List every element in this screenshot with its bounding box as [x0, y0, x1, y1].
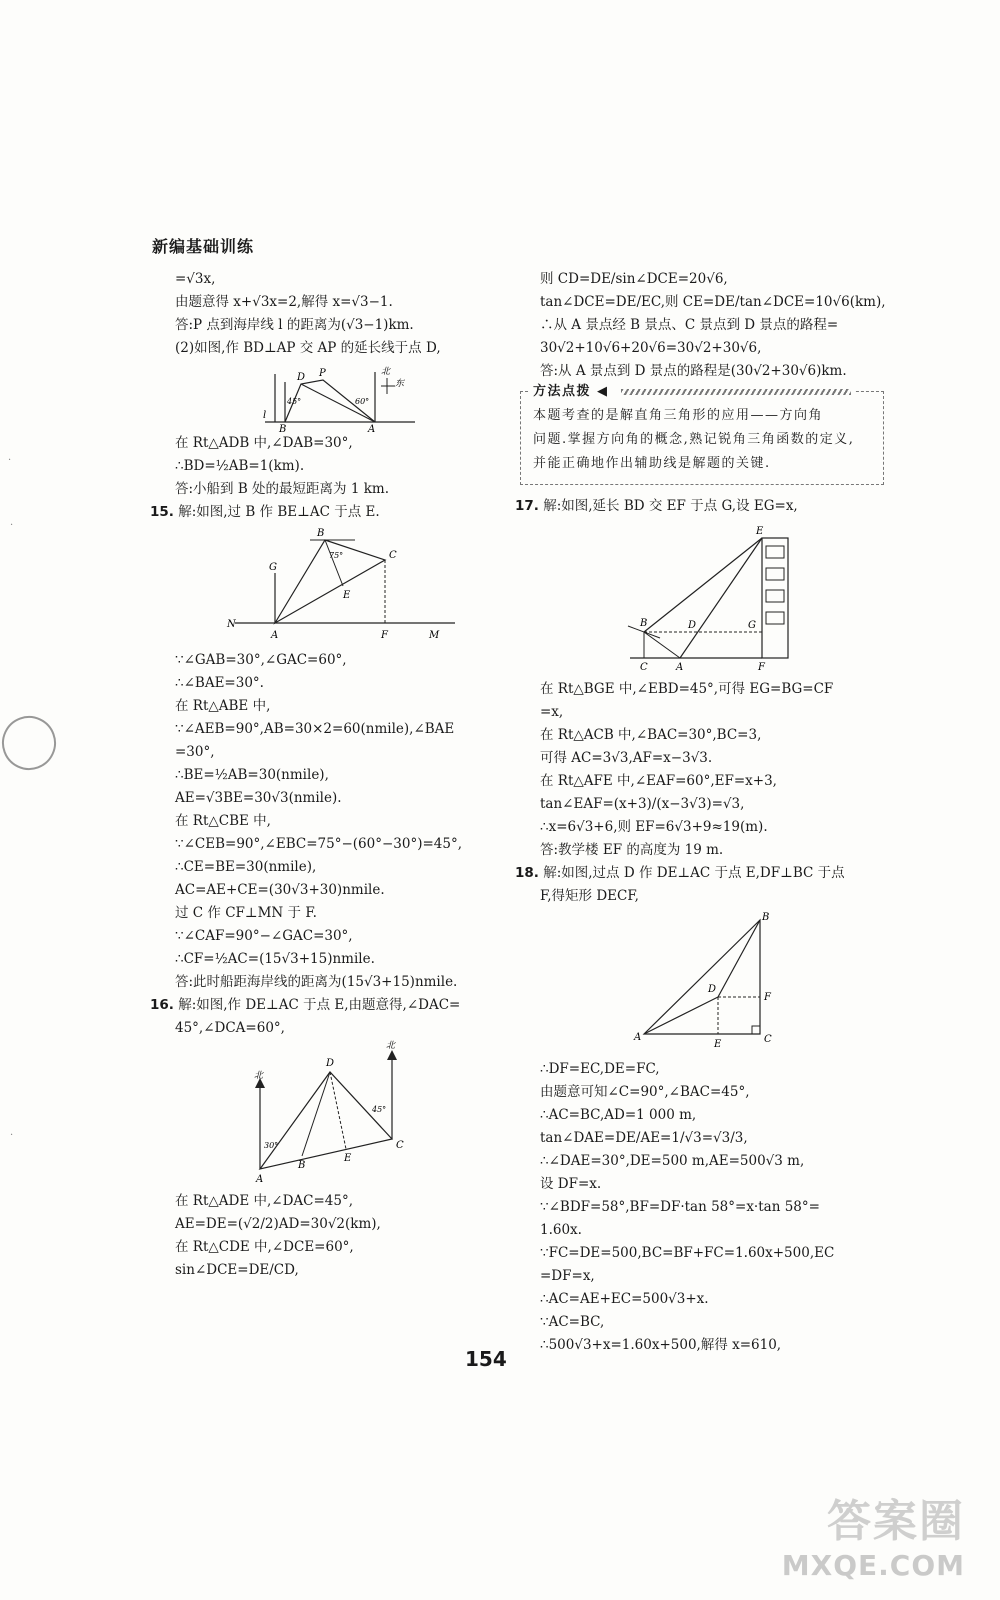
label-e: E [344, 1153, 352, 1164]
text-line: ∴BD=½AB=1(km). [175, 458, 305, 474]
label-north: 北 [386, 1041, 396, 1051]
label-c: C [640, 662, 648, 673]
text-line: ∴AC=BC,AD=1 000 m, [540, 1107, 697, 1123]
label-g: G [269, 562, 277, 573]
text-line: ∵FC=DE=500,BC=BF+FC=1.60x+500,EC [540, 1245, 835, 1261]
text-line: ∵AC=BC, [540, 1314, 605, 1330]
tips-title-text: 方法点拨 [533, 384, 592, 399]
text-line: AE=√3BE=30√3(nmile). [175, 790, 342, 806]
text-line: 30√2+10√6+20√6=30√2+30√6, [540, 340, 762, 356]
problem-number: 17. [515, 498, 539, 514]
text-line: ∴x=6√3+6,则 EF=6√3+9≈19(m). [540, 819, 768, 835]
text-line: 解:如图,过点 D 作 DE⊥AC 于点 E,DF⊥BC 于点 [543, 865, 845, 881]
text-line: ∵∠CEB=90°,∠EBC=75°−(60°−30°)=45°, [175, 836, 462, 852]
label-a: A [368, 424, 376, 435]
text-line: 解:如图,作 DE⊥AC 于点 E,由题意得,∠DAC= [178, 997, 461, 1013]
label-d: D [708, 984, 717, 995]
label-d: D [688, 620, 697, 631]
text-line: 在 Rt△ACB 中,∠BAC=30°,BC=3, [540, 727, 762, 743]
text-line: ∴∠BAE=30°. [175, 675, 264, 691]
text-line: 答:P 点到海岸线 l 的距离为(√3−1)km. [175, 317, 414, 333]
label-a: A [634, 1032, 642, 1043]
label-d: D [326, 1058, 335, 1069]
label-b: B [317, 528, 325, 539]
text-line: (2)如图,作 BD⊥AP 交 AP 的延长线于点 D, [175, 340, 441, 356]
label-a: A [271, 630, 279, 641]
label-angle-30: 30° [264, 1141, 279, 1150]
label-p: P [319, 368, 326, 379]
label-e: E [756, 526, 764, 537]
label-c: C [764, 1034, 772, 1045]
label-north: 北 [381, 367, 391, 377]
text-line: 答:此时船距海岸线的距离为(15√3+15)nmile. [175, 974, 458, 990]
left-column [150, 268, 515, 1282]
label-b: B [279, 424, 287, 435]
text-line: ∴500√3+x=1.60x+500,解得 x=610, [540, 1337, 782, 1353]
speaker-icon: ◀ [597, 384, 609, 399]
label-c: C [396, 1140, 404, 1151]
label-e: E [714, 1039, 722, 1050]
text-line: ∴∠DAE=30°,DE=500 m,AE=500√3 m, [540, 1153, 805, 1169]
text-line: 由题意可知∠C=90°,∠BAC=45°, [540, 1084, 750, 1100]
label-angle-45: 45° [287, 397, 302, 406]
problem-15-intro [150, 501, 515, 524]
text-line: ∴AC=AE+EC=500√3+x. [540, 1291, 709, 1307]
label-d: D [297, 372, 306, 383]
text-line: 在 Rt△CDE 中,∠DCE=60°, [175, 1239, 354, 1255]
text-line: 在 Rt△AFE 中,∠EAF=60°,EF=x+3, [540, 773, 777, 789]
text-line: =DF=x, [540, 1268, 595, 1284]
watermark [782, 1485, 965, 1582]
label-east: 东 [395, 379, 405, 389]
text-line: tan∠EAF=(x+3)/(x−3√3)=√3, [540, 796, 745, 812]
tips-title [529, 380, 855, 404]
figure-18 [630, 912, 810, 1052]
text-line: ∵∠BDF=58°,BF=DF·tan 58°=x·tan 58°= [540, 1199, 820, 1215]
text-line: ∴DF=EC,DE=FC, [540, 1061, 660, 1077]
text-line: 可得 AC=3√3,AF=x−3√3. [540, 750, 713, 766]
margin-mark: · [10, 1130, 14, 1141]
page-header: 新编基础训练 [152, 237, 255, 256]
label-north: 北 [254, 1071, 264, 1081]
text-line: tan∠DAE=DE/AE=1/√3=√3/3, [540, 1130, 748, 1146]
label-n: N [227, 619, 236, 630]
text-line: ∴BE=½AB=30(nmile), [175, 767, 329, 783]
text-line: tan∠DCE=DE/EC,则 CE=DE/tan∠DCE=10√6(km), [540, 294, 886, 310]
text-line: 过 C 作 CF⊥MN 于 F. [175, 905, 317, 921]
label-b: B [298, 1160, 306, 1171]
tips-line: 并能正确地作出辅助线是解题的关键. [533, 456, 771, 471]
text-line: 则 CD=DE/sin∠DCE=20√6, [540, 271, 728, 287]
problem-17-intro [515, 495, 880, 518]
label-c: C [389, 550, 397, 561]
problem-number: 18. [515, 865, 539, 881]
stamp-mark [0, 708, 64, 777]
text-line: 在 Rt△ABE 中, [175, 698, 271, 714]
label-e: E [343, 590, 351, 601]
dash-decoration [621, 389, 851, 395]
tips-line: 本题考查的是解直角三角形的应用——方向角 [533, 408, 824, 423]
watermark-url: MXQE.COM [781, 1549, 965, 1582]
problem-16-intro [150, 994, 515, 1017]
text-line: =x, [540, 704, 564, 720]
label-f: F [758, 662, 765, 673]
problem-number: 16. [150, 997, 174, 1013]
label-m: M [429, 630, 440, 641]
text-line: F,得矩形 DECF, [540, 888, 639, 904]
page-number: 154 [465, 1347, 507, 1371]
label-g: G [748, 620, 756, 631]
text-line: ∵∠GAB=30°,∠GAC=60°, [175, 652, 347, 668]
text-line: 由题意得 x+√3x=2,解得 x=√3−1. [175, 294, 393, 310]
right-column [515, 268, 886, 1357]
figure-17 [620, 522, 800, 672]
label-l: l [263, 410, 267, 421]
label-angle-60: 60° [355, 397, 370, 406]
figure-14 [255, 364, 425, 435]
text-line: AC=AE+CE=(30√3+30)nmile. [175, 882, 385, 898]
text-line: 解:如图,过 B 作 BE⊥AC 于点 E. [178, 504, 380, 520]
label-b: B [762, 912, 770, 923]
text-line: 45°,∠DCA=60°, [175, 1020, 285, 1036]
text-line: ∴从 A 景点经 B 景点、C 景点到 D 景点的路程= [540, 317, 839, 333]
problem-18-intro [515, 862, 880, 885]
text-line: ∴CF=½AC=(15√3+15)nmile. [175, 951, 375, 967]
margin-mark: · [8, 455, 12, 466]
label-a: A [256, 1174, 264, 1185]
text-line: 在 Rt△ADB 中,∠DAB=30°, [175, 435, 353, 451]
watermark-logo: 答案圈 [827, 1496, 965, 1547]
text-line: ∴CE=BE=30(nmile), [175, 859, 317, 875]
text-line: 1.60x. [540, 1222, 582, 1238]
text-line: 答:从 A 景点到 D 景点的路程是(30√2+30√6)km. [540, 363, 847, 379]
label-a: A [676, 662, 684, 673]
tips-line: 问题.掌握方向角的概念,熟记锐角三角函数的定义, [533, 432, 855, 447]
text-line: 解:如图,延长 BD 交 EF 于点 G,设 EG=x, [543, 498, 798, 514]
figure-15 [225, 528, 465, 643]
text-line: 答:教学楼 EF 的高度为 19 m. [540, 842, 724, 858]
label-f: F [381, 630, 388, 641]
label-f: F [764, 992, 771, 1003]
text-line: 设 DF=x. [540, 1176, 602, 1192]
text-line: ∵∠AEB=90°,AB=30×2=60(nmile),∠BAE [175, 721, 455, 737]
text-line: =30°, [175, 744, 215, 760]
text-line: 在 Rt△ADE 中,∠DAC=45°, [175, 1193, 354, 1209]
margin-mark: · [10, 520, 14, 531]
text-line: 在 Rt△BGE 中,∠EBD=45°,可得 EG=BG=CF [540, 681, 834, 697]
label-angle-45: 45° [372, 1105, 387, 1114]
text-line: 在 Rt△CBE 中, [175, 813, 271, 829]
problem-number: 15. [150, 504, 174, 520]
label-angle-75: 75° [329, 551, 344, 560]
method-tips-box [520, 384, 884, 485]
text-line: sin∠DCE=DE/CD, [175, 1262, 299, 1278]
text-line: ∵∠CAF=90°−∠GAC=30°, [175, 928, 353, 944]
text-line: AE=DE=(√2/2)AD=30√2(km), [175, 1216, 381, 1232]
figure-16 [250, 1041, 430, 1185]
label-b: B [640, 618, 648, 629]
text-line: =√3x, [175, 271, 216, 287]
text-line: 答:小船到 B 处的最短距离为 1 km. [175, 481, 389, 497]
